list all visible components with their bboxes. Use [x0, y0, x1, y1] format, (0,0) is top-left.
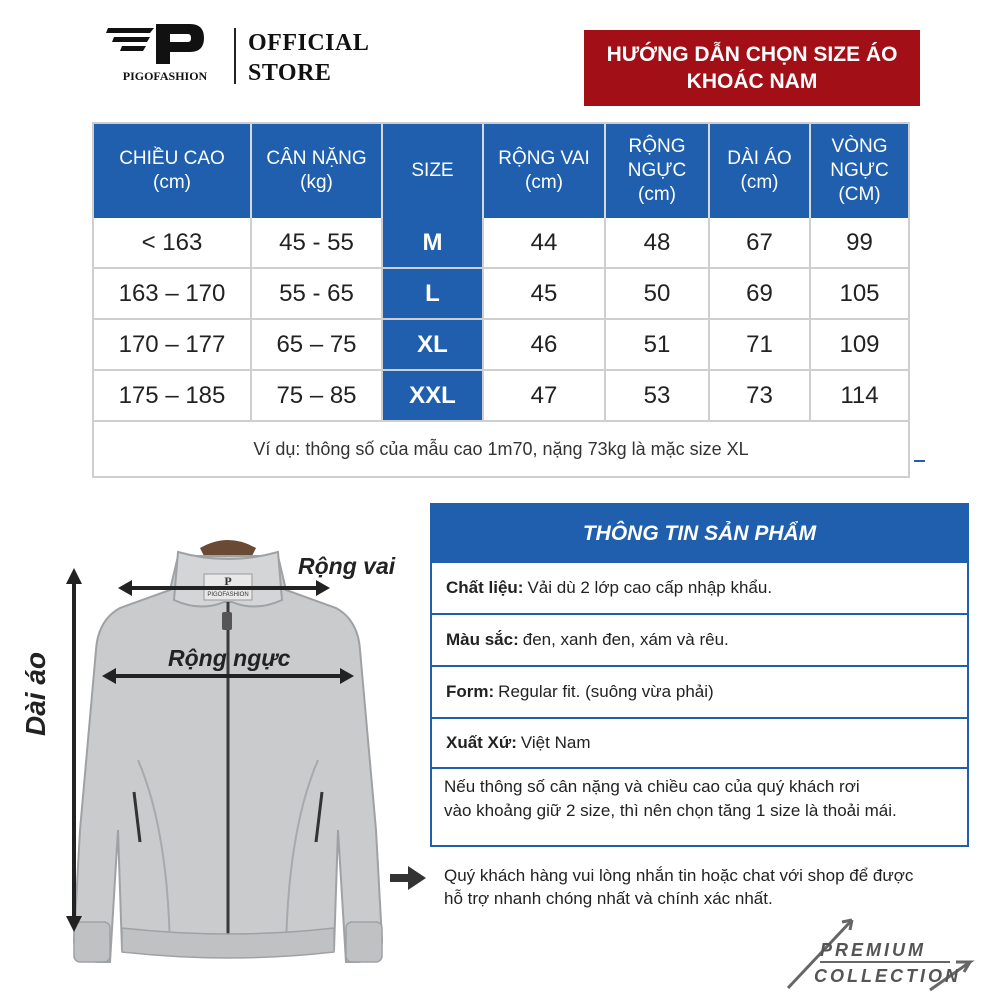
cell-length: 67 [710, 218, 811, 269]
info-row-color [432, 615, 967, 667]
header-length: DÀI ÁO (cm) [710, 124, 811, 218]
cell-length: 69 [710, 269, 811, 320]
cell-size: L [383, 269, 484, 320]
color-value: đen, xanh đen, xám và rêu. [522, 630, 729, 649]
table-row [94, 320, 908, 371]
product-info-panel [430, 503, 969, 847]
material-value: Vải dù 2 lớp cao cấp nhập khẩu. [527, 578, 773, 597]
size-example-note: Ví dụ: thông số của mẫu cao 1m70, nặng 73kg là mặc size XL [253, 438, 749, 459]
shoulder-width-label: Rộng vai [298, 553, 396, 579]
color-label: Màu sắc: [446, 630, 519, 649]
cell-chest-width: 53 [606, 371, 710, 422]
header-chest-circ: VÒNG NGỰC (CM) [811, 124, 908, 218]
contact-note [444, 864, 994, 910]
cell-size: M [383, 218, 484, 269]
svg-text:P: P [224, 574, 232, 588]
product-info-header: THÔNG TIN SẢN PHẨM [432, 505, 967, 563]
cell-size: XXL [383, 371, 484, 422]
premium-text: PREMIUM [820, 940, 926, 960]
cell-height: 163 – 170 [94, 269, 252, 320]
cell-chest-width: 48 [606, 218, 710, 269]
info-row-material [432, 563, 967, 615]
header-weight: CÂN NẶNG (kg) [252, 124, 383, 218]
cell-height: 170 – 177 [94, 320, 252, 371]
origin-label: Xuất Xứ: [446, 733, 517, 752]
jacket-tag-text: PIGOFASHION [207, 592, 249, 598]
title-line-1: HƯỚNG DẪN CHỌN SIZE ÁO [606, 43, 898, 66]
size-advice-line-2: vào khoảng giữ 2 size, thì nên chọn tăng 1 size là thoải mái. [444, 801, 897, 820]
title-line-2: KHOÁC NAM [686, 70, 818, 93]
jacket-illustration [28, 530, 418, 990]
brand-divider [234, 28, 236, 84]
cell-length: 71 [710, 320, 811, 371]
table-header-row [94, 124, 908, 218]
origin-value: Việt Nam [520, 733, 591, 752]
cell-chest-width: 50 [606, 269, 710, 320]
size-advice-line-1: Nếu thông số cân nặng và chiều cao của quý khách rơi [444, 777, 860, 796]
form-label: Form: [446, 682, 495, 701]
cell-shoulder: 45 [484, 269, 606, 320]
header-shoulder: RỘNG VAI (cm) [484, 124, 606, 218]
cell-length: 73 [710, 371, 811, 422]
contact-line-1: Quý khách hàng vui lòng nhắn tin hoặc chat với shop để được [444, 866, 914, 885]
chest-width-label: Rộng ngực [168, 645, 291, 671]
cell-chest-width: 51 [606, 320, 710, 371]
cell-chest-circ: 109 [811, 320, 908, 371]
logo-wordmark: PIGOFASHION [122, 69, 208, 83]
cell-weight: 75 – 85 [252, 371, 383, 422]
cell-chest-circ: 105 [811, 269, 908, 320]
right-arrow-icon [390, 866, 426, 890]
cell-height: < 163 [94, 218, 252, 269]
info-row-origin [432, 719, 967, 769]
official-label: OFFICIAL [248, 30, 370, 56]
cell-weight: 55 - 65 [252, 269, 383, 320]
cell-height: 175 – 185 [94, 371, 252, 422]
cell-shoulder: 44 [484, 218, 606, 269]
info-row-form [432, 667, 967, 719]
header-height: CHIỀU CAO (cm) [94, 124, 252, 218]
cell-chest-circ: 114 [811, 371, 908, 422]
size-table [92, 122, 910, 478]
material-label: Chất liệu: [446, 578, 524, 597]
cell-weight: 65 – 75 [252, 320, 383, 371]
title-banner [584, 30, 920, 106]
cell-weight: 45 - 55 [252, 218, 383, 269]
form-value: Regular fit. (suông vừa phải) [498, 682, 714, 701]
collection-text: COLLECTION [814, 966, 961, 986]
header-size: SIZE [383, 124, 484, 218]
decorative-tick [914, 460, 925, 462]
table-row [94, 371, 908, 422]
store-label: STORE [248, 60, 332, 86]
table-row [94, 269, 908, 320]
cell-chest-circ: 99 [811, 218, 908, 269]
length-label: Dài áo [20, 651, 51, 736]
cell-shoulder: 46 [484, 320, 606, 371]
table-row [94, 218, 908, 269]
pigofashion-logo [100, 18, 230, 88]
size-advice-note [432, 767, 967, 845]
contact-line-2: hỗ trợ nhanh chóng nhất và chính xác nhất. [444, 889, 773, 908]
header-chest-width: RỘNG NGỰC (cm) [606, 124, 710, 218]
cell-size: XL [383, 320, 484, 371]
cell-shoulder: 47 [484, 371, 606, 422]
